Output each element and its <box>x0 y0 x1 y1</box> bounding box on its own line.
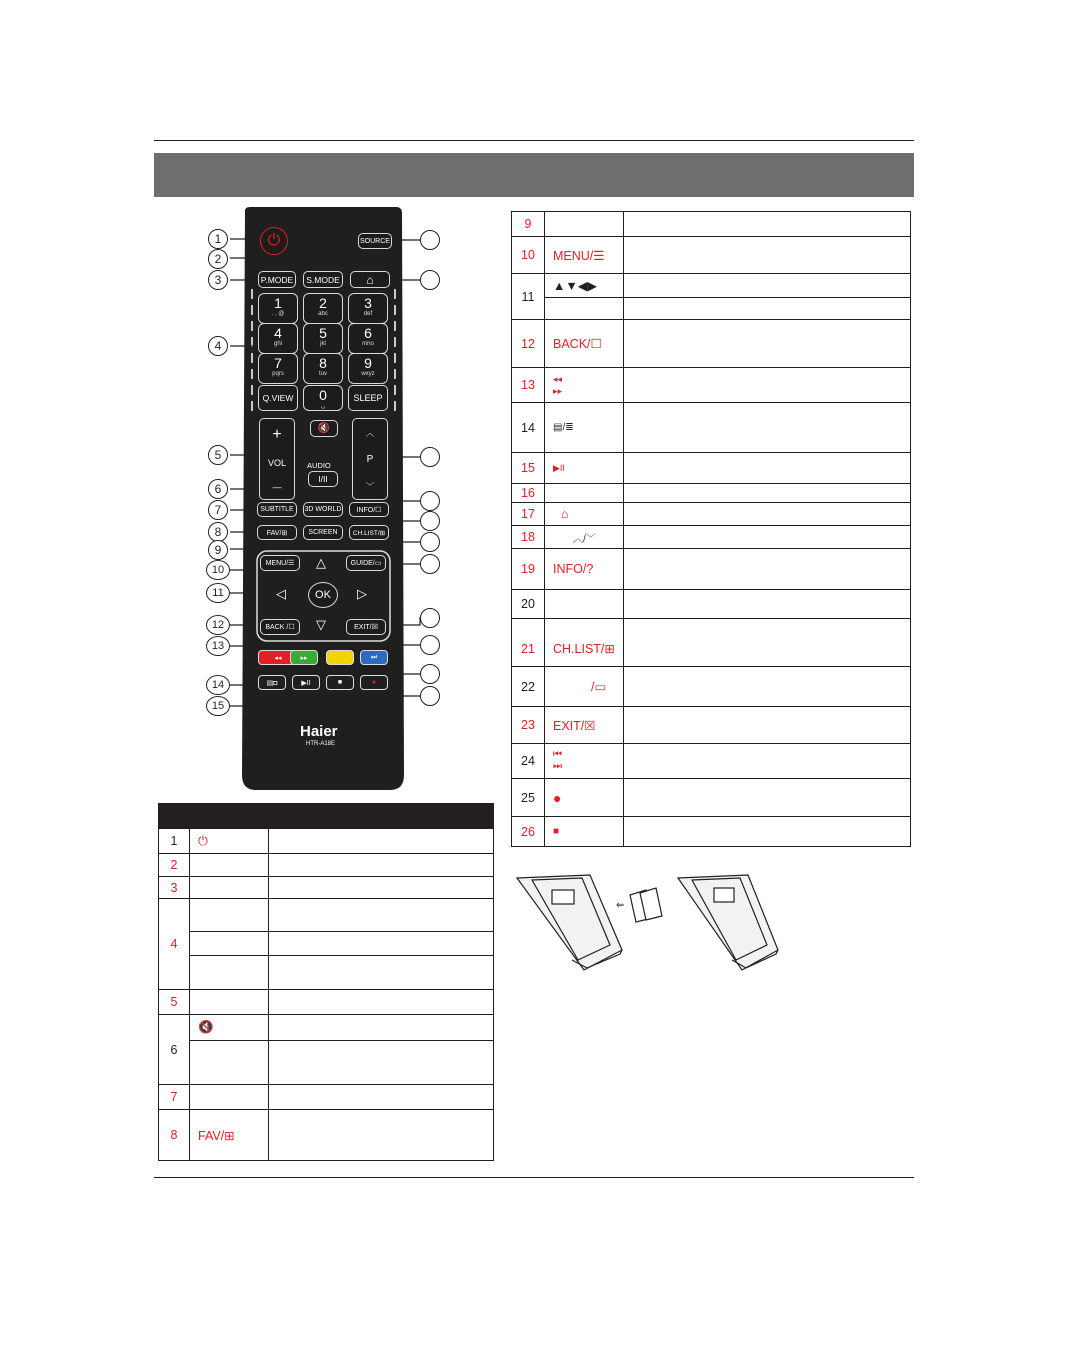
callout-right-b <box>420 270 440 290</box>
callout-right-d <box>420 491 440 511</box>
row-key: EXIT/☒ <box>545 707 624 744</box>
row-key: ▶II <box>545 453 624 484</box>
chevron-down-icon: ﹀ <box>365 480 375 491</box>
teletext-icon: ▤◘ <box>266 679 278 687</box>
table-header-row <box>159 804 494 829</box>
subtitle-button[interactable]: SUBTITLE <box>257 502 297 517</box>
callout-15: 15 <box>206 696 230 716</box>
callout-2: 2 <box>208 249 228 269</box>
back-button[interactable]: BACK /☐ <box>260 619 300 635</box>
callout-right-e <box>420 511 440 531</box>
table-row <box>159 829 494 854</box>
pmode-button[interactable]: P.MODE <box>258 271 296 288</box>
row-number: 7 <box>159 1085 190 1110</box>
sleep-button[interactable]: SLEEP <box>348 385 388 411</box>
teletext-button[interactable] <box>258 675 286 690</box>
arrow-right-icon[interactable]: ▷ <box>357 586 367 601</box>
arrow-up-icon[interactable]: △ <box>316 555 326 570</box>
digit-5-button[interactable] <box>303 323 343 354</box>
fast-forward-icon: ▸▸ <box>553 386 563 396</box>
row-key: INFO/? <box>545 549 624 590</box>
audio-label: AUDIO <box>307 461 331 470</box>
callout-11: 11 <box>206 583 230 603</box>
table-row <box>512 320 911 368</box>
digit-sub: ␣ <box>321 403 325 409</box>
table-row <box>512 237 911 274</box>
table-row <box>512 619 911 667</box>
blue-key-next[interactable]: ⏭ <box>360 650 388 665</box>
row-number: 13 <box>512 368 545 403</box>
callout-3: 3 <box>208 270 228 290</box>
table-row <box>159 990 494 1015</box>
row-number: 18 <box>512 526 545 549</box>
power-button[interactable]: ⏻ <box>260 227 288 255</box>
callout-7: 7 <box>208 500 228 520</box>
row-number: 14 <box>512 403 545 453</box>
digit-sub: def <box>363 311 373 317</box>
program-rocker[interactable] <box>352 418 388 500</box>
digit-4-button[interactable] <box>258 323 298 354</box>
table-row <box>159 854 494 877</box>
callout-12: 12 <box>206 615 230 635</box>
p-label: P <box>366 453 374 465</box>
digit-label: 4 <box>274 325 282 341</box>
digit-label: 6 <box>364 325 372 341</box>
model-label: HTR-A18E <box>306 741 336 747</box>
row-key: FAV/⊞ <box>190 1110 269 1161</box>
table-row <box>512 667 911 707</box>
digit-sub: mno <box>362 341 374 347</box>
digit-sub: abc <box>318 311 328 317</box>
fav-button[interactable]: FAV/⊞ <box>257 525 297 540</box>
table-row <box>512 779 911 817</box>
row-number: 9 <box>512 212 545 237</box>
row-number: 12 <box>512 320 545 368</box>
table-row <box>512 368 911 403</box>
row-key: MENU/☰ <box>545 237 624 274</box>
table-row <box>512 526 911 549</box>
digit-0-button[interactable] <box>303 385 343 411</box>
record-button[interactable] <box>360 675 388 690</box>
play-pause-icon: ▶II <box>301 679 311 687</box>
row-key: ⏻ <box>190 829 269 854</box>
row-number: 26 <box>512 817 545 847</box>
callout-1: 1 <box>208 229 228 249</box>
callout-right-a <box>420 230 440 250</box>
chlist-button[interactable]: CH.LIST/⊞ <box>349 525 389 540</box>
digit-8-button[interactable] <box>303 353 343 384</box>
row-number: 25 <box>512 779 545 817</box>
table-row <box>512 590 911 619</box>
table-row <box>512 453 911 484</box>
row-key: 🔇 <box>190 1015 269 1041</box>
mute-icon: 🔇 <box>317 423 331 434</box>
record-icon: ● <box>371 679 377 686</box>
digit-6-button[interactable] <box>348 323 388 354</box>
row-number: 24 <box>512 744 545 779</box>
exit-button[interactable]: EXIT/☒ <box>346 619 386 635</box>
table-row <box>512 484 911 503</box>
row-key <box>190 1085 269 1110</box>
arrow-down-icon[interactable]: ▽ <box>316 617 326 632</box>
table-row <box>512 817 911 847</box>
table-row <box>159 932 494 956</box>
row-key <box>190 854 269 877</box>
row-number: 5 <box>159 990 190 1015</box>
digit-3-button[interactable] <box>348 293 388 324</box>
table-row <box>159 877 494 899</box>
red-key-rewind[interactable]: ◂◂ <box>258 650 298 665</box>
row-number: 8 <box>159 1110 190 1161</box>
smode-button[interactable]: S.MODE <box>303 271 343 288</box>
row-key <box>190 877 269 899</box>
row-number: 10 <box>512 237 545 274</box>
stop-icon: ■ <box>337 679 343 686</box>
row-key <box>545 212 624 237</box>
digit-sub: jkl <box>320 341 326 347</box>
digit-label: 7 <box>274 355 282 371</box>
callout-right-f <box>420 532 440 552</box>
volume-rocker[interactable] <box>259 418 295 500</box>
chevron-up-icon: ︿ <box>365 427 375 438</box>
ok-button[interactable]: OK <box>308 582 338 608</box>
table-row <box>159 1085 494 1110</box>
row-number: 21 <box>512 619 545 667</box>
audio-button[interactable]: I/II <box>308 471 338 487</box>
table-row <box>512 744 911 779</box>
row-key <box>545 744 624 779</box>
digit-7-button[interactable] <box>258 353 298 384</box>
callout-right-i <box>420 635 440 655</box>
digit-sub: . , @ <box>271 311 285 317</box>
row-key: ▤/≣ <box>545 403 624 453</box>
digit-sub: pqrs <box>272 371 284 377</box>
key-table-left <box>158 803 494 1161</box>
row-key: ︿/﹀ <box>545 526 624 549</box>
info-button[interactable]: INFO/☐ <box>349 502 389 517</box>
table-row <box>159 1041 494 1085</box>
row-number: 2 <box>159 854 190 877</box>
bottom-rule <box>154 1177 914 1178</box>
table-row <box>159 1015 494 1041</box>
row-key <box>545 484 624 503</box>
row-number: 19 <box>512 549 545 590</box>
row-number: 20 <box>512 590 545 619</box>
top-rule <box>154 140 914 141</box>
source-button[interactable]: SOURCE <box>358 233 392 249</box>
row-key: ▲▼◀▶ <box>545 274 624 298</box>
vol-label: VOL <box>267 458 286 468</box>
digit-label: 8 <box>319 355 327 371</box>
row-key: ● <box>545 779 624 817</box>
callout-10: 10 <box>206 560 230 580</box>
digit-label: 9 <box>364 355 372 371</box>
row-number: 16 <box>512 484 545 503</box>
row-number: 4 <box>159 899 190 990</box>
remote-illustration <box>160 205 490 795</box>
row-key <box>545 590 624 619</box>
callout-13: 13 <box>206 636 230 656</box>
table-row <box>512 298 911 320</box>
digit-label: 5 <box>319 325 327 341</box>
table-row <box>512 403 911 453</box>
row-number: 15 <box>512 453 545 484</box>
qview-button[interactable]: Q.VIEW <box>258 385 298 411</box>
row-key: ⌂ <box>545 503 624 526</box>
row-number: 1 <box>159 829 190 854</box>
table-row <box>512 212 911 237</box>
row-key: ■ <box>545 817 624 847</box>
row-key <box>190 899 269 932</box>
row-key: /▭ <box>545 667 624 707</box>
digit-label: 3 <box>364 295 372 311</box>
yellow-key[interactable] <box>326 650 354 665</box>
svg-text:⇐: ⇐ <box>616 900 625 911</box>
screen-button[interactable]: SCREEN <box>303 525 343 540</box>
guide-button[interactable]: GUIDE/▭ <box>346 555 386 571</box>
row-number: 17 <box>512 503 545 526</box>
rewind-icon: ◂◂ <box>553 374 563 384</box>
next-icon: ⏭ <box>553 761 562 772</box>
arrow-left-icon[interactable]: ◁ <box>276 586 286 601</box>
row-key: BACK/☐ <box>545 320 624 368</box>
callout-4: 4 <box>208 336 228 356</box>
previous-icon: ⏮ <box>553 749 562 760</box>
table-row <box>159 1110 494 1161</box>
digit-1-button[interactable] <box>258 293 298 324</box>
row-number: 22 <box>512 667 545 707</box>
callout-8: 8 <box>208 522 228 542</box>
table-row <box>512 274 911 298</box>
green-key-forward[interactable]: ▸▸ <box>290 650 318 665</box>
digit-sub: ghi <box>273 341 282 347</box>
callout-right-k <box>420 686 440 706</box>
row-number: 6 <box>159 1015 190 1085</box>
digit-sub: wxyz <box>361 371 375 377</box>
callout-right-g <box>420 554 440 574</box>
table-row <box>512 707 911 744</box>
stop-button[interactable] <box>326 675 354 690</box>
play-pause-button[interactable] <box>292 675 320 690</box>
row-number: 11 <box>512 274 545 320</box>
callout-14: 14 <box>206 675 230 695</box>
vol-plus-icon: + <box>272 426 282 443</box>
row-key <box>190 990 269 1015</box>
callout-right-j <box>420 664 440 684</box>
row-number: 23 <box>512 707 545 744</box>
row-key <box>545 368 624 403</box>
menu-button[interactable]: MENU/☰ <box>260 555 300 571</box>
table-row <box>512 549 911 590</box>
table-row <box>159 956 494 990</box>
callout-9: 9 <box>208 540 228 560</box>
callout-6: 6 <box>208 479 228 499</box>
3d-world-button[interactable]: 3D WORLD <box>303 502 343 517</box>
key-table-right <box>511 211 911 847</box>
brand-logo: Haier <box>300 723 338 740</box>
digit-label: 1 <box>274 295 282 311</box>
digit-9-button[interactable] <box>348 353 388 384</box>
digit-label: 0 <box>319 387 327 403</box>
callout-right-c <box>420 447 440 467</box>
table-row <box>512 503 911 526</box>
battery-install-illustration <box>512 870 782 980</box>
callout-right-h <box>420 608 440 628</box>
home-button[interactable] <box>350 271 390 288</box>
vol-minus-icon: — <box>272 482 282 492</box>
digit-2-button[interactable] <box>303 293 343 324</box>
section-banner <box>154 153 914 197</box>
table-row <box>159 899 494 932</box>
digit-sub: tuv <box>318 371 327 377</box>
row-key: CH.LIST/⊞ <box>545 619 624 667</box>
row-number: 3 <box>159 877 190 899</box>
digit-label: 2 <box>319 295 327 311</box>
home-icon: ⌂ <box>366 272 374 287</box>
mute-button[interactable] <box>310 420 338 437</box>
callout-5: 5 <box>208 445 228 465</box>
